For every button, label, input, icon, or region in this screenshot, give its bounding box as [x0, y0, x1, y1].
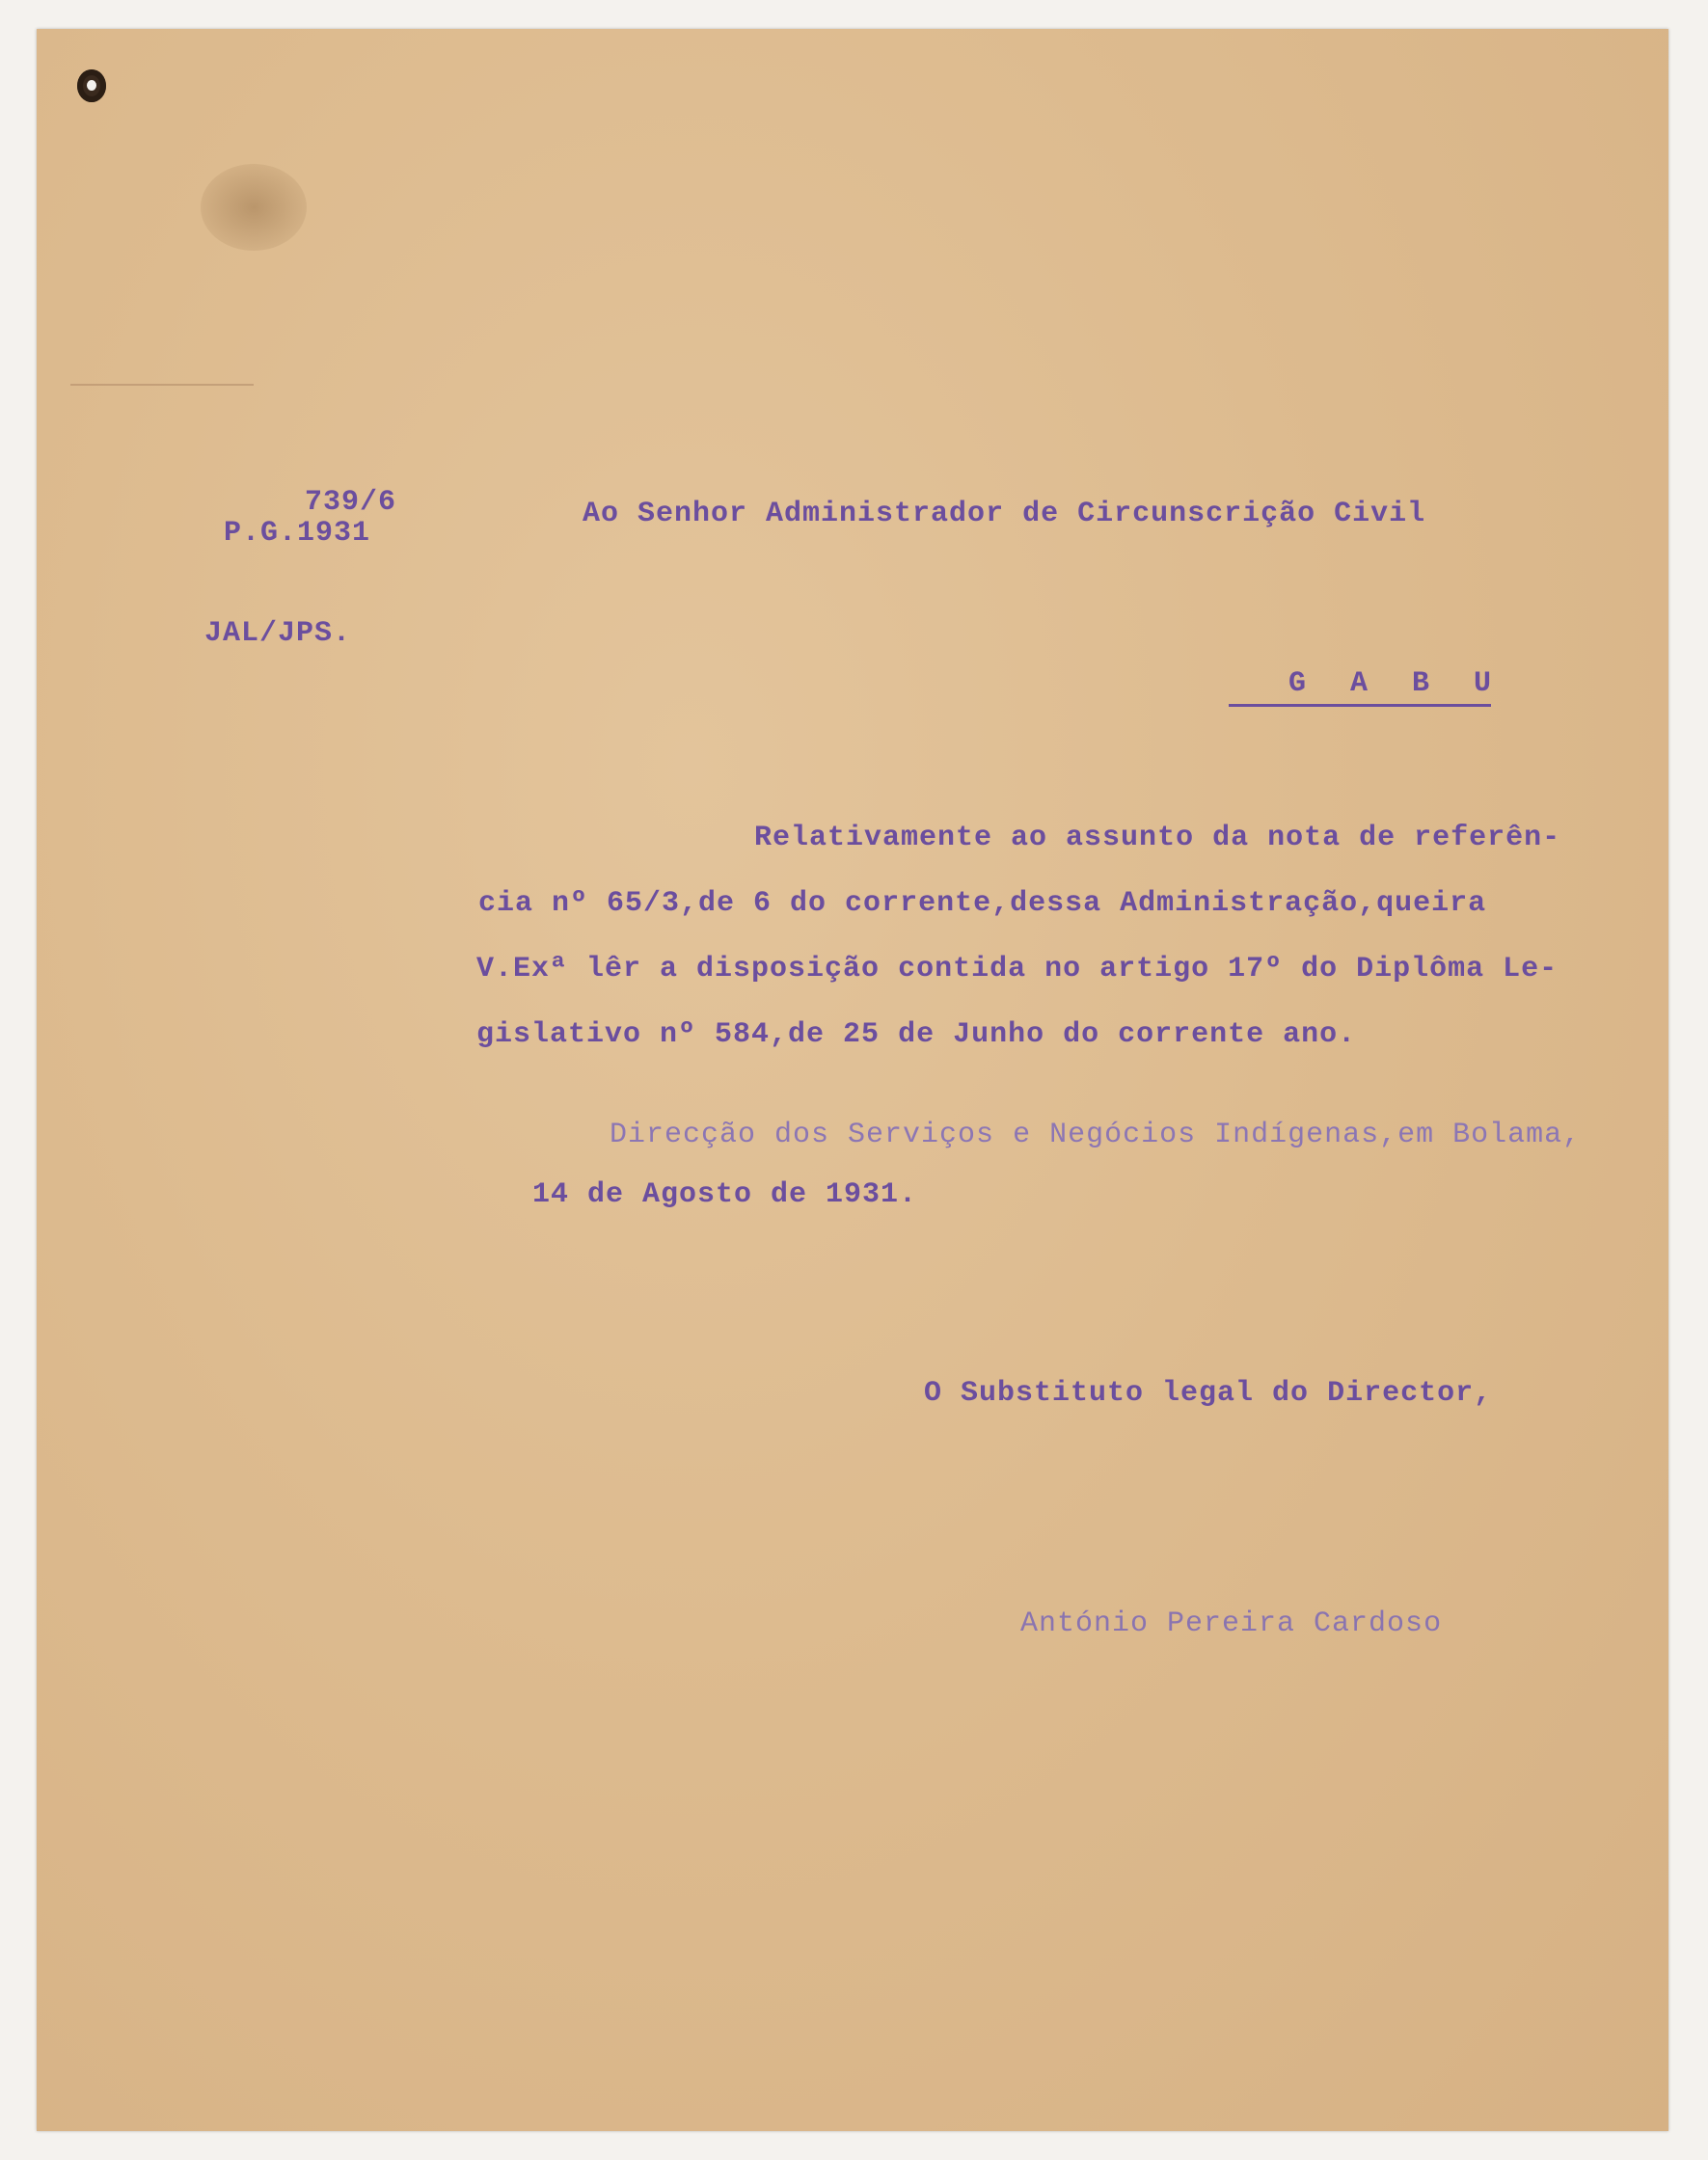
destination: G A B U — [1288, 667, 1505, 700]
stain-mark — [201, 164, 307, 251]
initials: JAL/JPS. — [204, 617, 352, 650]
addressee: Ao Senhor Administrador de Circunscrição Civil — [583, 498, 1426, 530]
signatory-name: António Pereira Cardoso — [1020, 1607, 1443, 1640]
reference-series: P.G.1931 — [224, 517, 371, 550]
reference-number: 739/6 — [305, 486, 397, 519]
fold-line — [70, 384, 254, 386]
closing-line: O Substituto legal do Director, — [924, 1377, 1493, 1410]
body-line-1: Relativamente ao assunto da nota de referên- — [754, 822, 1561, 854]
date-line: 14 de Agosto de 1931. — [532, 1178, 918, 1211]
punch-hole — [77, 69, 106, 102]
destination-underline — [1229, 704, 1491, 707]
paper-sheet — [37, 29, 1668, 2131]
body-line-2: cia nº 65/3,de 6 do corrente,dessa Administração,queira — [478, 887, 1487, 920]
body-line-4: gislativo nº 584,de 25 de Junho do corrente ano. — [476, 1018, 1357, 1051]
place-line: Direcção dos Serviços e Negócios Indígenas,em Bolama, — [610, 1119, 1582, 1151]
body-line-3: V.Exª lêr a disposição contida no artigo 17º do Diplôma Le- — [476, 953, 1559, 986]
